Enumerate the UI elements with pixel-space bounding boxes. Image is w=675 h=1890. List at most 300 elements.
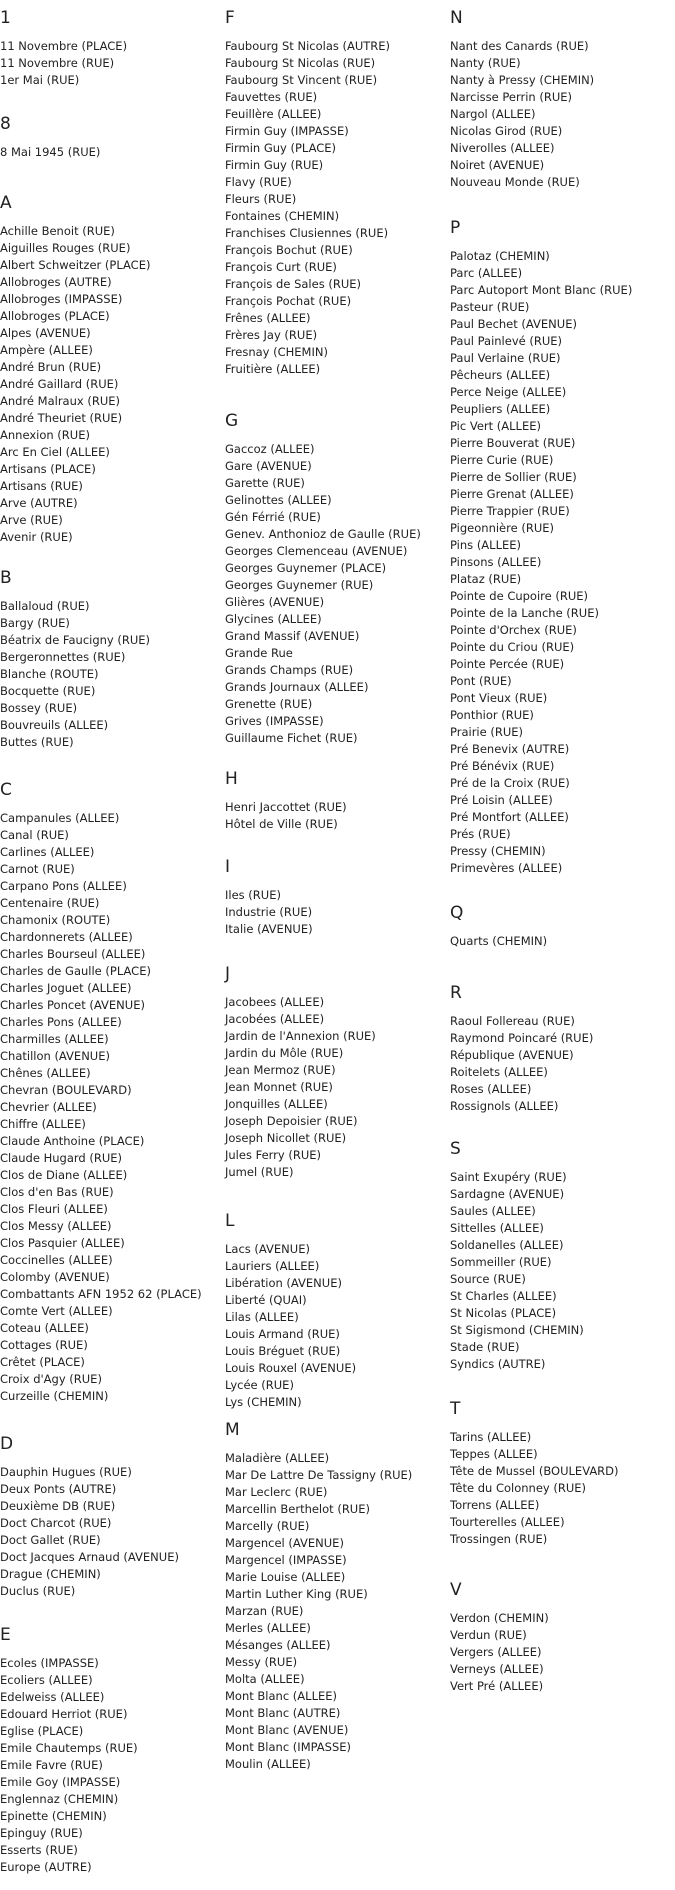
street-item: Charles de Gaulle (PLACE)	[0, 964, 151, 978]
street-item: Clos de Diane (ALLEE)	[0, 1168, 128, 1182]
street-item: Bossey (RUE)	[0, 701, 78, 715]
street-item: Georges Clemenceau (AVENUE)	[225, 544, 408, 558]
street-item: Gelinottes (ALLEE)	[225, 493, 332, 507]
street-item: Raymond Poincaré (RUE)	[450, 1031, 594, 1045]
street-item: André Gaillard (RUE)	[0, 377, 119, 391]
street-item: Dauphin Hugues (RUE)	[0, 1465, 132, 1479]
street-item: Fontaines (CHEMIN)	[225, 209, 340, 223]
street-list	[225, 799, 347, 833]
street-item: Avenir (RUE)	[0, 530, 73, 544]
street-list	[225, 887, 313, 938]
section-heading: D	[0, 1434, 14, 1454]
section-heading: F	[225, 8, 235, 28]
street-item: Firmin Guy (IMPASSE)	[225, 124, 349, 138]
street-item: Paul Painlevé (RUE)	[450, 334, 563, 348]
street-item: Colomby (AVENUE)	[0, 1270, 110, 1284]
street-item: Libération (AVENUE)	[225, 1276, 342, 1290]
street-item: Cottages (RUE)	[0, 1338, 88, 1352]
street-item: Allobroges (PLACE)	[0, 309, 110, 323]
street-item: Torrens (ALLEE)	[450, 1498, 540, 1512]
street-item: Liberté (QUAI)	[225, 1293, 307, 1307]
street-list	[0, 810, 202, 1405]
street-item: Faubourg St Nicolas (AUTRE)	[225, 39, 391, 53]
street-item: Buttes (RUE)	[0, 735, 74, 749]
street-item: Soldanelles (ALLEE)	[450, 1238, 564, 1252]
street-item: Ecoliers (ALLEE)	[0, 1673, 93, 1687]
street-list	[450, 933, 547, 950]
street-item: Fresnay (CHEMIN)	[225, 345, 328, 359]
street-item: Grives (IMPASSE)	[225, 714, 324, 728]
street-item: Bocquette (RUE)	[0, 684, 96, 698]
street-item: Pierre de Sollier (RUE)	[450, 470, 577, 484]
street-item: Ampère (ALLEE)	[0, 343, 93, 357]
street-item: Moulin (ALLEE)	[225, 1757, 311, 1771]
street-item: Aiguilles Rouges (RUE)	[0, 241, 131, 255]
street-item: Centenaire (RUE)	[0, 896, 100, 910]
street-item: Perce Neige (ALLEE)	[450, 385, 567, 399]
street-item: Doct Jacques Arnaud (AVENUE)	[0, 1550, 179, 1564]
street-item: Tête du Colonney (RUE)	[450, 1481, 587, 1495]
street-item: Blanche (ROUTE)	[0, 667, 99, 681]
street-item: Nanty à Pressy (CHEMIN)	[450, 73, 595, 87]
street-item: Joseph Depoisier (RUE)	[225, 1114, 358, 1128]
letter-section	[0, 114, 100, 161]
street-item: Pré Benevix (AUTRE)	[450, 742, 570, 756]
letter-section	[225, 964, 376, 1181]
street-item: Artisans (RUE)	[0, 479, 83, 493]
street-item: Englennaz (CHEMIN)	[0, 1792, 119, 1806]
street-item: Pont Vieux (RUE)	[450, 691, 548, 705]
street-list	[225, 441, 421, 747]
section-heading: 1	[0, 8, 11, 28]
street-item: Vergers (ALLEE)	[450, 1645, 542, 1659]
section-heading: J	[225, 964, 231, 984]
street-item: Jardin de l'Annexion (RUE)	[225, 1029, 376, 1043]
street-item: Allobroges (AUTRE)	[0, 275, 112, 289]
street-item: François Bochut (RUE)	[225, 243, 353, 257]
street-item: Tourterelles (ALLEE)	[450, 1515, 565, 1529]
street-item: Margencel (IMPASSE)	[225, 1553, 347, 1567]
street-item: Mont Blanc (AUTRE)	[225, 1706, 341, 1720]
section-heading: C	[0, 780, 12, 800]
street-item: Nanty (RUE)	[450, 56, 521, 70]
street-item: Esserts (RUE)	[0, 1843, 78, 1857]
section-heading: T	[450, 1399, 461, 1419]
street-item: Pointe du Criou (RUE)	[450, 640, 575, 654]
street-item: Jean Mermoz (RUE)	[225, 1063, 336, 1077]
street-item: Verdon (CHEMIN)	[450, 1611, 549, 1625]
street-item: Canal (RUE)	[0, 828, 69, 842]
street-item: Carpano Pons (ALLEE)	[0, 879, 127, 893]
street-item: Edouard Herriot (RUE)	[0, 1707, 128, 1721]
street-item: Jean Monnet (RUE)	[225, 1080, 333, 1094]
street-item: Stade (RUE)	[450, 1340, 520, 1354]
street-list	[450, 248, 632, 877]
street-item: Prairie (RUE)	[450, 725, 524, 739]
street-item: Carlines (ALLEE)	[0, 845, 95, 859]
street-item: 1er Mai (RUE)	[0, 73, 80, 87]
street-item: Paul Verlaine (RUE)	[450, 351, 561, 365]
street-item: Charles Joguet (ALLEE)	[0, 981, 132, 995]
street-item: Pré Bénévix (RUE)	[450, 759, 555, 773]
street-item: Louis Armand (RUE)	[225, 1327, 340, 1341]
street-item: Carnot (RUE)	[0, 862, 75, 876]
street-item: Charles Bourseul (ALLEE)	[0, 947, 146, 961]
street-item: 11 Novembre (PLACE)	[0, 39, 128, 53]
street-item: Doct Gallet (RUE)	[0, 1533, 101, 1547]
street-item: Pêcheurs (ALLEE)	[450, 368, 551, 382]
street-item: 11 Novembre (RUE)	[0, 56, 115, 70]
street-item: Allobroges (IMPASSE)	[0, 292, 123, 306]
street-item: Plataz (RUE)	[450, 572, 522, 586]
street-item: Pinsons (ALLEE)	[450, 555, 542, 569]
street-item: Fauvettes (RUE)	[225, 90, 318, 104]
section-heading: B	[0, 568, 12, 588]
street-item: Lycée (RUE)	[225, 1378, 294, 1392]
street-item: Comte Vert (ALLEE)	[0, 1304, 113, 1318]
street-item: Jacobees (ALLEE)	[225, 995, 325, 1009]
street-item: Verneys (ALLEE)	[450, 1662, 544, 1676]
street-list	[0, 38, 127, 89]
street-item: Pointe de Cupoire (RUE)	[450, 589, 589, 603]
letter-section	[0, 568, 150, 751]
street-list	[0, 1655, 138, 1876]
street-item: St Sigismond (CHEMIN)	[450, 1323, 584, 1337]
street-item: Paul Bechet (AVENUE)	[450, 317, 577, 331]
street-item: André Theuriet (RUE)	[0, 411, 123, 425]
street-item: Pierre Trappier (RUE)	[450, 504, 570, 518]
letter-section	[450, 218, 632, 877]
street-item: Nicolas Girod (RUE)	[450, 124, 563, 138]
street-item: François de Sales (RUE)	[225, 277, 361, 291]
street-item: Gén Férrié (RUE)	[225, 510, 321, 524]
street-item: Pins (ALLEE)	[450, 538, 521, 552]
street-item: Flavy (RUE)	[225, 175, 292, 189]
section-heading: M	[225, 1420, 240, 1440]
street-item: Epinette (CHEMIN)	[0, 1809, 107, 1823]
street-item: Lys (CHEMIN)	[225, 1395, 302, 1409]
street-item: Duclus (RUE)	[0, 1584, 76, 1598]
street-list	[450, 1169, 584, 1373]
street-item: Mont Blanc (IMPASSE)	[225, 1740, 352, 1754]
street-item: Pierre Grenat (ALLEE)	[450, 487, 574, 501]
street-item: Roitelets (ALLEE)	[450, 1065, 548, 1079]
letter-section	[225, 411, 421, 747]
street-item: Source (RUE)	[450, 1272, 526, 1286]
street-item: Quarts (CHEMIN)	[450, 934, 548, 948]
street-item: Grande Rue	[225, 646, 293, 660]
street-item: Georges Guynemer (PLACE)	[225, 561, 387, 575]
street-item: Georges Guynemer (RUE)	[225, 578, 374, 592]
street-item: Pointe de la Lanche (RUE)	[450, 606, 599, 620]
street-item: Lauriers (ALLEE)	[225, 1259, 320, 1273]
street-item: Franchises Clusiennes (RUE)	[225, 226, 389, 240]
street-list	[225, 1241, 356, 1411]
street-list	[225, 38, 390, 378]
street-item: Mont Blanc (ALLEE)	[225, 1689, 337, 1703]
section-heading: A	[0, 193, 12, 213]
street-item: Sittelles (ALLEE)	[450, 1221, 544, 1235]
street-item: Crêtet (PLACE)	[0, 1355, 85, 1369]
street-item: Tarins (ALLEE)	[450, 1430, 532, 1444]
street-item: Italie (AVENUE)	[225, 922, 313, 936]
street-item: Mésanges (ALLEE)	[225, 1638, 331, 1652]
street-item: Glières (AVENUE)	[225, 595, 325, 609]
street-item: Jumel (RUE)	[225, 1165, 294, 1179]
street-item: Genev. Anthonioz de Gaulle (RUE)	[225, 527, 421, 541]
street-item: Nant des Canards (RUE)	[450, 39, 589, 53]
street-item: Pressy (CHEMIN)	[450, 844, 546, 858]
letter-section	[225, 1420, 412, 1773]
street-item: Arve (RUE)	[0, 513, 63, 527]
letter-section	[0, 193, 150, 546]
street-item: Bargy (RUE)	[0, 616, 70, 630]
street-item: St Charles (ALLEE)	[450, 1289, 557, 1303]
street-item: Annexion (RUE)	[0, 428, 90, 442]
street-item: Pointe Percée (RUE)	[450, 657, 565, 671]
street-item: Gaccoz (ALLEE)	[225, 442, 315, 456]
street-item: Parc Autoport Mont Blanc (RUE)	[450, 283, 633, 297]
street-item: Chatillon (AVENUE)	[0, 1049, 110, 1063]
section-heading: P	[450, 218, 461, 238]
street-item: Narcisse Perrin (RUE)	[450, 90, 572, 104]
street-list	[0, 223, 150, 546]
street-item: Arve (AUTRE)	[0, 496, 78, 510]
street-item: Lilas (ALLEE)	[225, 1310, 299, 1324]
street-item: Arc En Ciel (ALLEE)	[0, 445, 110, 459]
letter-section	[225, 769, 347, 833]
letter-section	[0, 1625, 138, 1876]
street-item: Faubourg St Vincent (RUE)	[225, 73, 378, 87]
street-item: Claude Anthoine (PLACE)	[0, 1134, 145, 1148]
section-heading: E	[0, 1625, 11, 1645]
street-item: Pigeonnière (RUE)	[450, 521, 554, 535]
street-item: Syndics (AUTRE)	[450, 1357, 546, 1371]
street-item: Pré Loisin (ALLEE)	[450, 793, 553, 807]
street-item: Mar Leclerc (RUE)	[225, 1485, 328, 1499]
street-item: République (AVENUE)	[450, 1048, 574, 1062]
street-item: Louis Bréguet (RUE)	[225, 1344, 341, 1358]
street-item: Trossingen (RUE)	[450, 1532, 548, 1546]
street-item: Deuxième DB (RUE)	[0, 1499, 116, 1513]
street-item: Chamonix (ROUTE)	[0, 913, 111, 927]
street-item: Ballaloud (RUE)	[0, 599, 90, 613]
street-item: Ponthior (RUE)	[450, 708, 534, 722]
street-item: Peupliers (ALLEE)	[450, 402, 551, 416]
street-item: Iles (RUE)	[225, 888, 281, 902]
street-item: Lacs (AVENUE)	[225, 1242, 310, 1256]
street-item: Chiffre (ALLEE)	[0, 1117, 86, 1131]
street-item: Merles (ALLEE)	[225, 1621, 311, 1635]
street-list	[0, 598, 150, 751]
street-item: Claude Hugard (RUE)	[0, 1151, 123, 1165]
street-item: Sardagne (AVENUE)	[450, 1187, 565, 1201]
street-item: Niverolles (ALLEE)	[450, 141, 555, 155]
street-item: Teppes (ALLEE)	[450, 1447, 538, 1461]
street-item: Epinguy (RUE)	[0, 1826, 83, 1840]
letter-section	[225, 1211, 356, 1411]
street-item: Pont (RUE)	[450, 674, 512, 688]
letter-section	[0, 1434, 179, 1600]
street-item: Achille Benoit (RUE)	[0, 224, 115, 238]
street-item: Fleurs (RUE)	[225, 192, 297, 206]
street-item: Tête de Mussel (BOULEVARD)	[450, 1464, 619, 1478]
street-item: Messy (RUE)	[225, 1655, 298, 1669]
section-heading: G	[225, 411, 239, 431]
street-item: Marzan (RUE)	[225, 1604, 304, 1618]
street-item: Molta (ALLEE)	[225, 1672, 305, 1686]
street-item: Industrie (RUE)	[225, 905, 313, 919]
letter-section	[450, 903, 547, 950]
street-item: Frênes (ALLEE)	[225, 311, 311, 325]
street-item: Charles Pons (ALLEE)	[0, 1015, 122, 1029]
street-list	[0, 144, 100, 161]
street-item: Emile Chautemps (RUE)	[0, 1741, 138, 1755]
street-item: Drague (CHEMIN)	[0, 1567, 101, 1581]
street-item: Bouvreuils (ALLEE)	[0, 718, 109, 732]
street-list	[225, 994, 376, 1181]
street-item: Prés (RUE)	[450, 827, 511, 841]
street-list	[0, 1464, 179, 1600]
letter-section	[450, 1139, 584, 1373]
street-item: Maladière (ALLEE)	[225, 1451, 330, 1465]
letter-section	[450, 1399, 619, 1548]
street-item: Coccinelles (ALLEE)	[0, 1253, 113, 1267]
street-item: Clos d'en Bas (RUE)	[0, 1185, 114, 1199]
street-item: Fruitière (ALLEE)	[225, 362, 321, 376]
street-item: Frères Jay (RUE)	[225, 328, 318, 342]
section-heading: R	[450, 983, 462, 1003]
street-item: Marcellin Berthelot (RUE)	[225, 1502, 370, 1516]
street-list	[450, 1610, 549, 1695]
street-item: Croix d'Agy (RUE)	[0, 1372, 102, 1386]
street-item: Raoul Follereau (RUE)	[450, 1014, 575, 1028]
street-item: André Malraux (RUE)	[0, 394, 120, 408]
street-item: Pierre Curie (RUE)	[450, 453, 554, 467]
street-list	[225, 1450, 412, 1773]
street-item: Nargol (ALLEE)	[450, 107, 536, 121]
section-heading: H	[225, 769, 238, 789]
section-heading: I	[225, 857, 231, 877]
street-item: Grands Journaux (ALLEE)	[225, 680, 369, 694]
street-item: Deux Ponts (AUTRE)	[0, 1482, 117, 1496]
street-item: Jardin du Môle (RUE)	[225, 1046, 344, 1060]
street-item: Noiret (AVENUE)	[450, 158, 545, 172]
street-item: Pic Vert (ALLEE)	[450, 419, 541, 433]
street-item: Mont Blanc (AVENUE)	[225, 1723, 349, 1737]
street-item: Emile Goy (IMPASSE)	[0, 1775, 121, 1789]
street-item: Jules Ferry (RUE)	[225, 1148, 322, 1162]
street-item: Pointe d'Orchex (RUE)	[450, 623, 577, 637]
street-item: Emile Favre (RUE)	[0, 1758, 103, 1772]
street-item: Edelweiss (ALLEE)	[0, 1690, 105, 1704]
street-item: Campanules (ALLEE)	[0, 811, 120, 825]
street-item: Chênes (ALLEE)	[0, 1066, 91, 1080]
street-item: Charles Poncet (AVENUE)	[0, 998, 145, 1012]
section-heading: 8	[0, 114, 11, 134]
street-item: Jonquilles (ALLEE)	[225, 1097, 328, 1111]
street-item: Primevères (ALLEE)	[450, 861, 563, 875]
street-item: Curzeille (CHEMIN)	[0, 1389, 109, 1403]
street-item: Henri Jaccottet (RUE)	[225, 800, 347, 814]
street-item: Glycines (ALLEE)	[225, 612, 322, 626]
street-item: Garette (RUE)	[225, 476, 305, 490]
street-item: St Nicolas (PLACE)	[450, 1306, 557, 1320]
letter-section	[225, 857, 313, 938]
street-item: Clos Fleuri (ALLEE)	[0, 1202, 108, 1216]
street-item: François Curt (RUE)	[225, 260, 337, 274]
street-item: Eglise (PLACE)	[0, 1724, 84, 1738]
street-item: 8 Mai 1945 (RUE)	[0, 145, 101, 159]
street-item: Marcelly (RUE)	[225, 1519, 310, 1533]
street-item: Rossignols (ALLEE)	[450, 1099, 559, 1113]
street-item: Coteau (ALLEE)	[0, 1321, 89, 1335]
street-item: Firmin Guy (PLACE)	[225, 141, 337, 155]
street-item: Artisans (PLACE)	[0, 462, 96, 476]
street-item: Parc (ALLEE)	[450, 266, 523, 280]
street-item: Mar De Lattre De Tassigny (RUE)	[225, 1468, 413, 1482]
street-item: Chevran (BOULEVARD)	[0, 1083, 132, 1097]
letter-section	[450, 1580, 549, 1695]
street-item: Saint Exupéry (RUE)	[450, 1170, 567, 1184]
street-item: Clos Messy (ALLEE)	[0, 1219, 112, 1233]
street-item: Pré Montfort (ALLEE)	[450, 810, 569, 824]
letter-section	[0, 780, 202, 1405]
street-item: Grands Champs (RUE)	[225, 663, 354, 677]
section-heading: Q	[450, 903, 464, 923]
street-item: Clos Pasquier (ALLEE)	[0, 1236, 125, 1250]
street-item: Grand Massif (AVENUE)	[225, 629, 360, 643]
section-heading: N	[450, 8, 463, 28]
street-item: François Pochat (RUE)	[225, 294, 352, 308]
section-heading: V	[450, 1580, 462, 1600]
street-item: Chevrier (ALLEE)	[0, 1100, 97, 1114]
street-item: Joseph Nicollet (RUE)	[225, 1131, 347, 1145]
street-item: Béatrix de Faucigny (RUE)	[0, 633, 151, 647]
street-item: André Brun (RUE)	[0, 360, 102, 374]
street-item: Verdun (RUE)	[450, 1628, 527, 1642]
letter-section	[225, 8, 390, 378]
street-item: Doct Charcot (RUE)	[0, 1516, 112, 1530]
street-item: Europe (AUTRE)	[0, 1860, 92, 1874]
street-item: Bergeronnettes (RUE)	[0, 650, 126, 664]
letter-section	[450, 8, 594, 191]
street-item: Alpes (AVENUE)	[0, 326, 91, 340]
street-item: Feuillère (ALLEE)	[225, 107, 322, 121]
street-item: Firmin Guy (RUE)	[225, 158, 324, 172]
street-item: Sommeiller (RUE)	[450, 1255, 552, 1269]
street-list	[450, 38, 594, 191]
street-item: Charmilles (ALLEE)	[0, 1032, 109, 1046]
street-item: Albert Schweitzer (PLACE)	[0, 258, 151, 272]
section-heading: L	[225, 1211, 235, 1231]
street-item: Margencel (AVENUE)	[225, 1536, 344, 1550]
street-item: Pierre Bouverat (RUE)	[450, 436, 576, 450]
street-item: Pasteur (RUE)	[450, 300, 530, 314]
street-item: Vert Pré (ALLEE)	[450, 1679, 544, 1693]
letter-section	[450, 983, 593, 1115]
street-item: Pré de la Croix (RUE)	[450, 776, 570, 790]
letter-section	[0, 8, 127, 89]
street-item: Chardonnerets (ALLEE)	[0, 930, 133, 944]
street-item: Hôtel de Ville (RUE)	[225, 817, 338, 831]
street-list	[450, 1429, 619, 1548]
street-item: Nouveau Monde (RUE)	[450, 175, 580, 189]
street-item: Faubourg St Nicolas (RUE)	[225, 56, 376, 70]
street-item: Louis Rouxel (AVENUE)	[225, 1361, 357, 1375]
street-item: Combattants AFN 1952 62 (PLACE)	[0, 1287, 202, 1301]
street-item: Gare (AVENUE)	[225, 459, 312, 473]
